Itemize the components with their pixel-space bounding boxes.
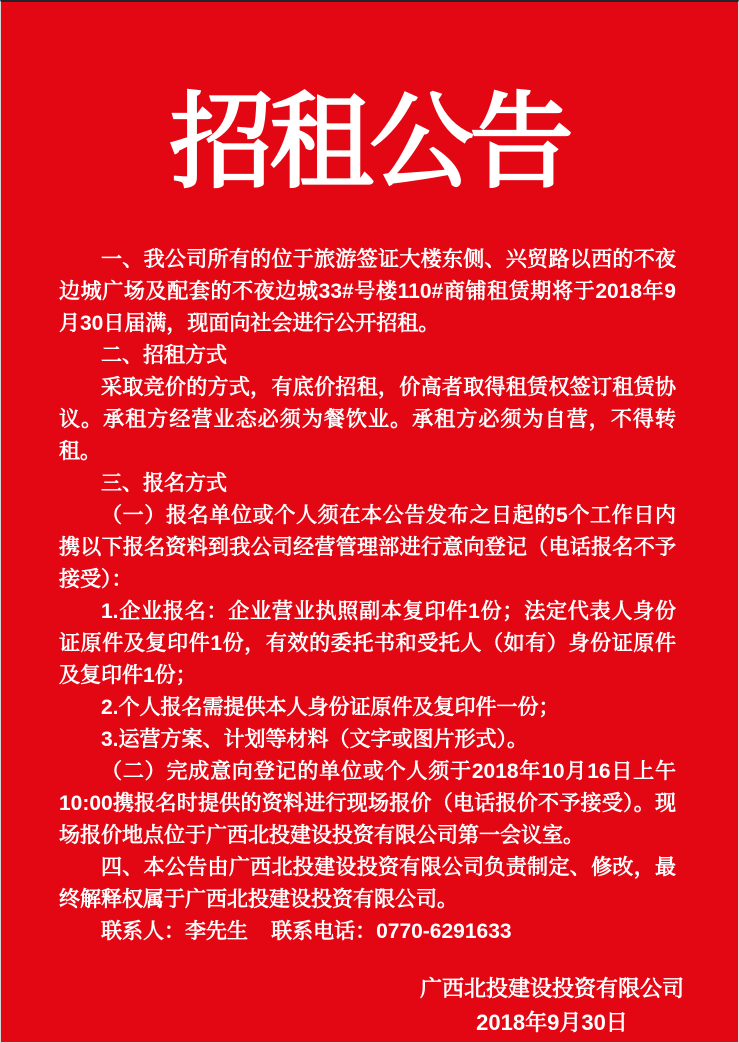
contact-person-label: 联系人： bbox=[101, 920, 185, 944]
signature-block bbox=[420, 972, 684, 1040]
para-registration-intro: （一）报名单位或个人须在本公告发布之日起的5个工作日内携以下报名资料到我公司经营管理部进行意向登记（电话报名不予接受）： bbox=[59, 504, 676, 592]
signature-date: 2018年9月30日 bbox=[476, 1010, 628, 1036]
para-enterprise-materials: 1.企业报名：企业营业执照副本复印件1份；法定代表人身份证原件及复印件1份，有效的委托书和受托人（如有）身份证原件及复印件1份； bbox=[59, 600, 676, 688]
contact-person: 李先生 bbox=[185, 920, 248, 944]
contact-phone: 0770-6291633 bbox=[376, 920, 512, 944]
para-rental-method: 采取竞价的方式，有底价招租，价高者取得租赁权签订租赁协议。承租方经营业态必须为餐饮业。承租方必须为自营，不得转租。 bbox=[59, 376, 676, 464]
signature-company: 广西北投建设投资有限公司 bbox=[419, 976, 684, 1002]
para-bidding-arrangement: （二）完成意向登记的单位或个人须于2018年10月16日上午10:00携报名时提供的资料进行现场报价（电话报价不予接受）。现场报价地点位于广西北投建设投资有限公司第一会议室。 bbox=[59, 760, 676, 848]
announcement-body bbox=[59, 244, 676, 948]
para-individual-materials: 2.个人报名需提供本人身份证原件及复印件一份； bbox=[101, 696, 560, 720]
para-property-intro: 一、我公司所有的位于旅游签证大楼东侧、兴贸路以西的不夜边城广场及配套的不夜边城33#号楼110#商铺租赁期将于2018年9月30日届满，现面向社会进行公开招租。 bbox=[59, 248, 676, 336]
contact-phone-label: 联系电话： bbox=[271, 920, 377, 944]
heading-registration-method: 三、报名方式 bbox=[101, 472, 227, 496]
contact-line bbox=[59, 916, 676, 948]
heading-rental-method: 二、招租方式 bbox=[101, 344, 227, 368]
para-interpretation-rights: 四、本公告由广西北投建设投资有限公司负责制定、修改，最终解释权属于广西北投建设投资有限公司。 bbox=[59, 856, 676, 912]
page-title: 招租公告 bbox=[169, 86, 570, 201]
para-operation-plan: 3.运营方案、计划等材料（文字或图片形式）。 bbox=[101, 728, 529, 752]
